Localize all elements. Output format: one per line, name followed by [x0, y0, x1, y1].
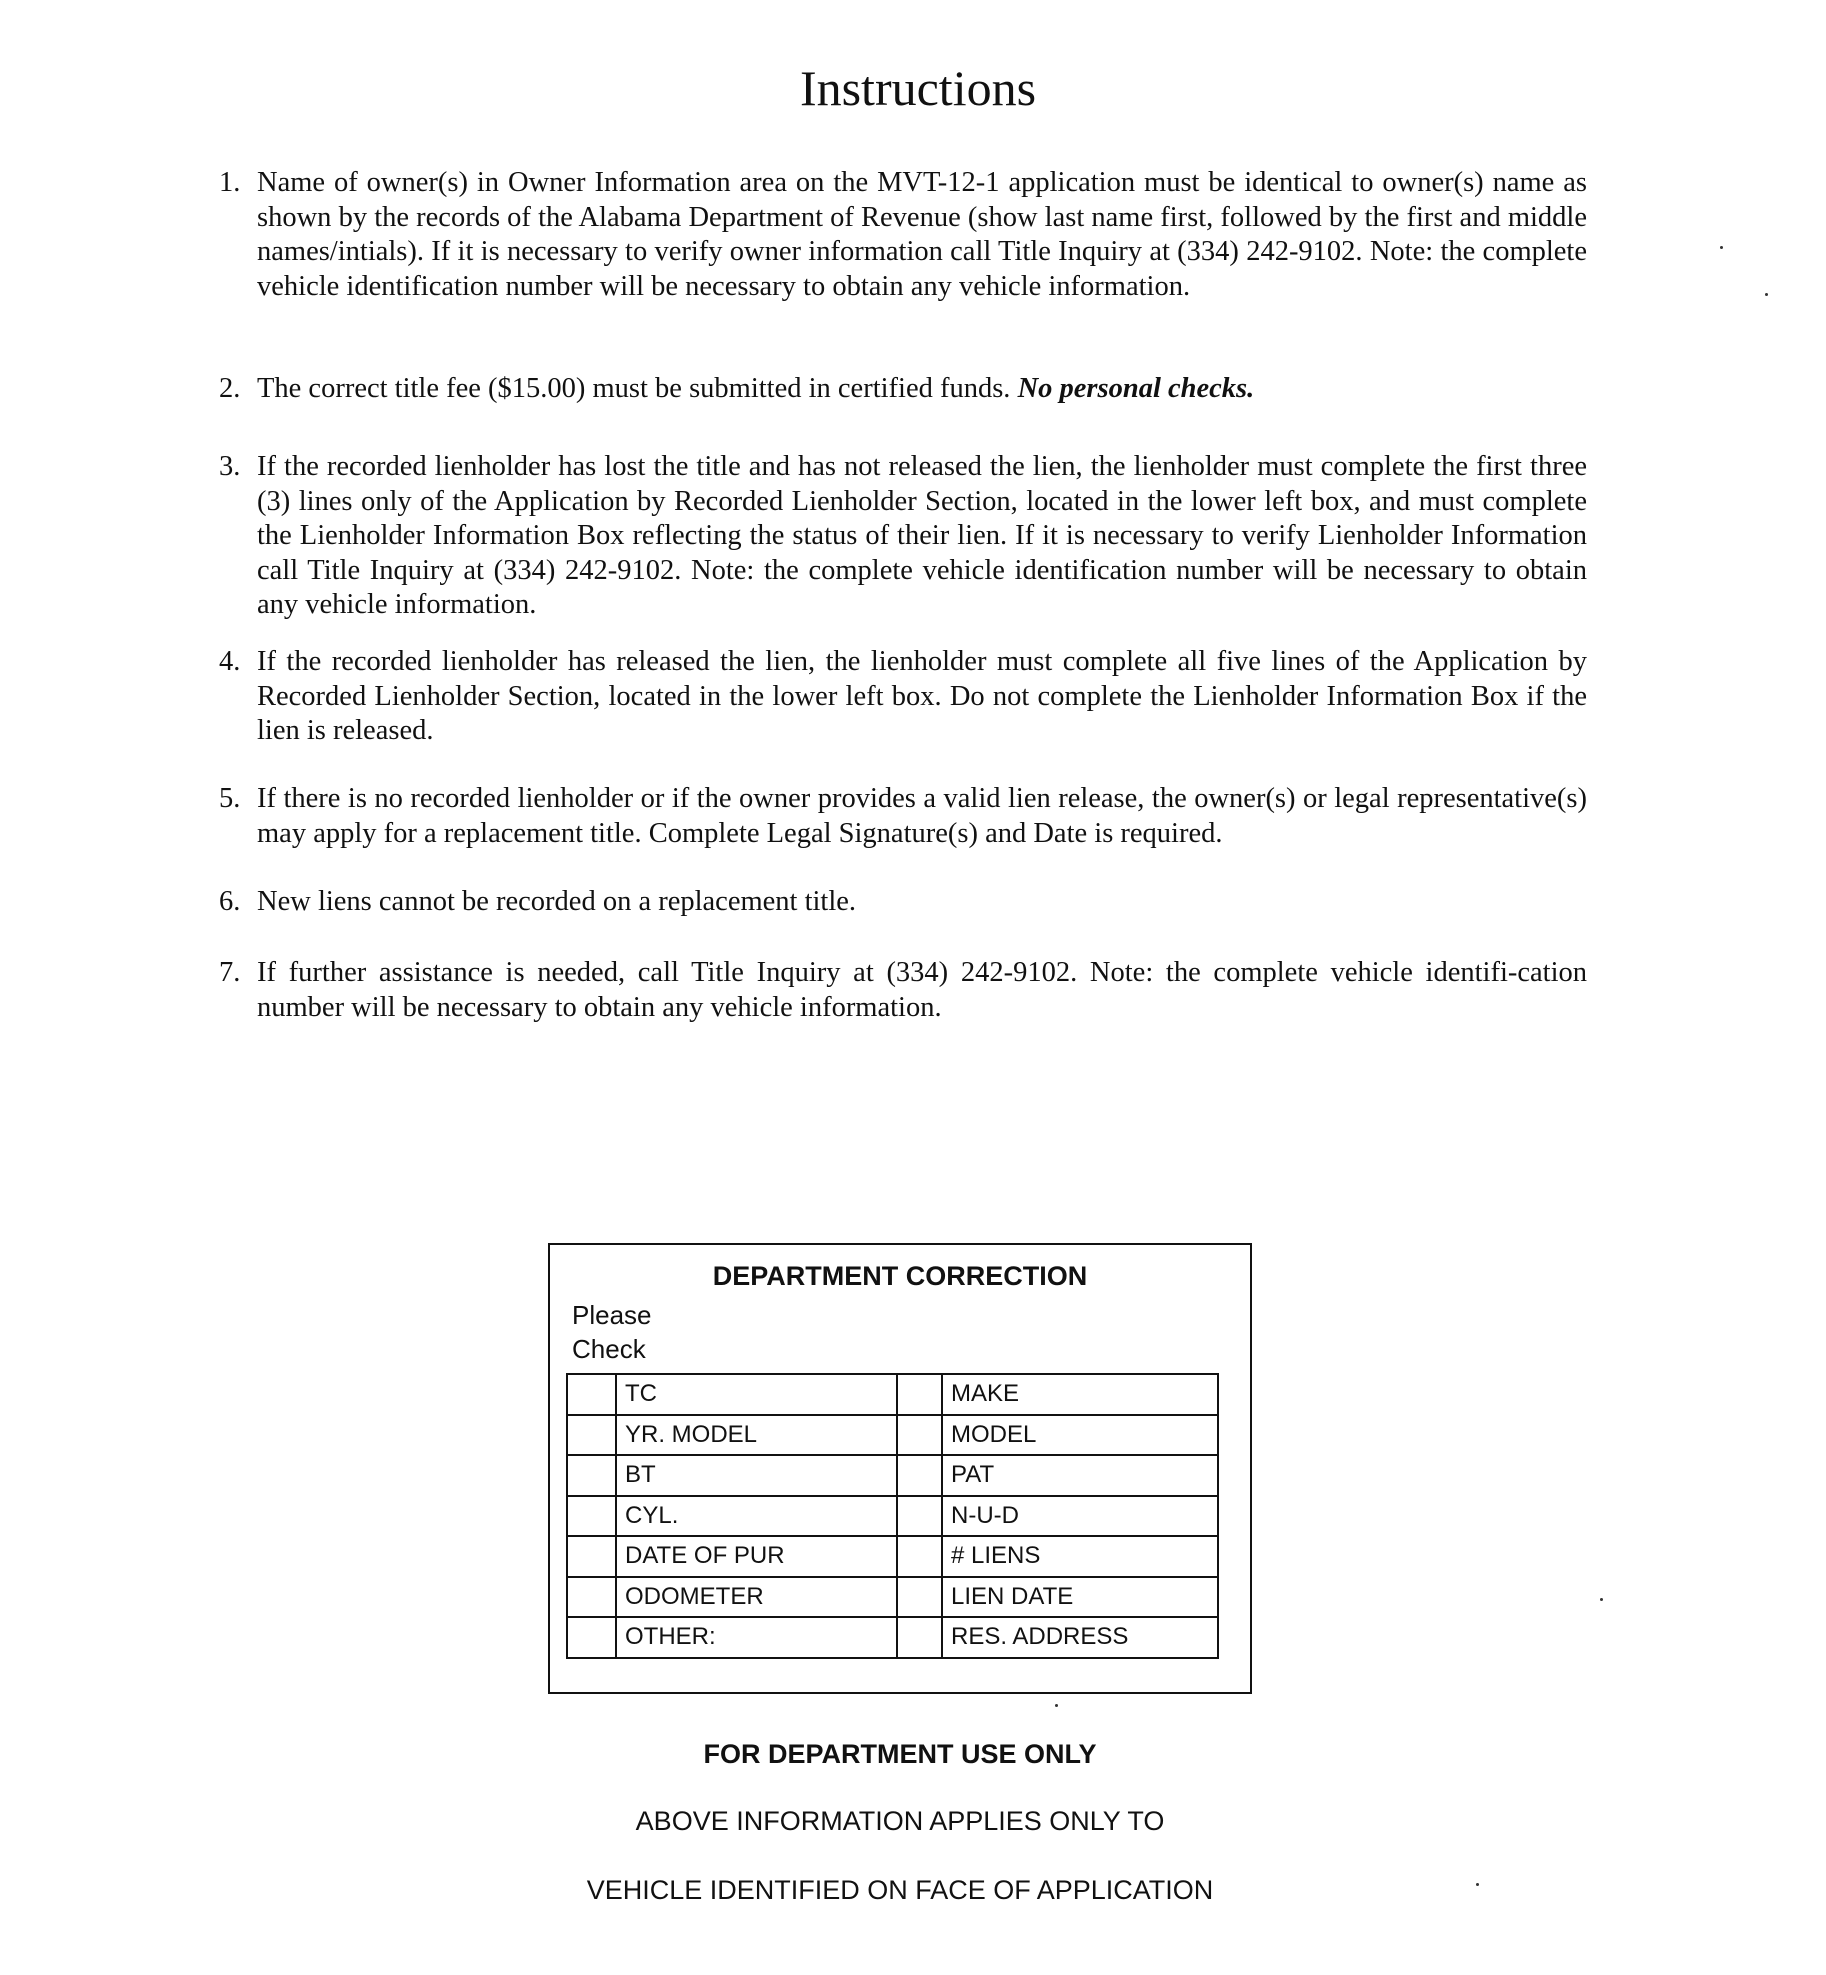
field-label: # LIENS [942, 1536, 1218, 1577]
scan-speck [1055, 1704, 1058, 1707]
correction-checklist [566, 1373, 1219, 1659]
table-row [567, 1496, 1218, 1537]
checkbox-res-address[interactable] [897, 1617, 942, 1658]
vehicle-identified-label: VEHICLE IDENTIFIED ON FACE OF APPLICATION [586, 1875, 1214, 1905]
scan-speck [1476, 1883, 1479, 1886]
scan-speck [1765, 293, 1768, 296]
checkbox-cyl[interactable] [567, 1496, 616, 1537]
field-label: YR. MODEL [616, 1415, 897, 1456]
field-label: PAT [942, 1455, 1218, 1496]
field-label: BT [616, 1455, 897, 1496]
item-number: 2. [219, 373, 241, 404]
checkbox-lien-date[interactable] [897, 1577, 942, 1618]
table-row [567, 1536, 1218, 1577]
field-label: MODEL [942, 1415, 1218, 1456]
please-label: Please [572, 1300, 652, 1330]
checkbox-tc[interactable] [567, 1374, 616, 1415]
item-number: 7. [219, 957, 241, 988]
checkbox-odometer[interactable] [567, 1577, 616, 1618]
item-text: If there is no recorded lienholder or if the owner provides a valid lien release, the owner(s) or legal representative(s) may apply for a replacement title. Complete Legal Signature(s) and Date is required. [257, 783, 1587, 849]
instruction-item-6 [219, 885, 1587, 920]
item-number: 4. [219, 646, 241, 677]
field-label: CYL. [616, 1496, 897, 1537]
scan-speck [1720, 246, 1723, 249]
box-title: DEPARTMENT CORRECTION [712, 1261, 1088, 1291]
please-check-label [572, 1298, 652, 1366]
field-label: ODOMETER [616, 1577, 897, 1618]
item-number: 5. [219, 783, 241, 814]
instruction-item-1 [219, 166, 1587, 304]
field-label: OTHER: [616, 1617, 897, 1658]
check-label: Check [572, 1334, 646, 1364]
instruction-item-4 [219, 645, 1587, 749]
table-row [567, 1415, 1218, 1456]
checkbox-nud[interactable] [897, 1496, 942, 1537]
instruction-item-5 [219, 782, 1587, 851]
item-emphasis: No personal checks. [1017, 373, 1255, 404]
checkbox-date-of-pur[interactable] [567, 1536, 616, 1577]
checkbox-make[interactable] [897, 1374, 942, 1415]
scan-speck [1600, 1598, 1603, 1601]
item-text: If further assistance is needed, call Title Inquiry at (334) 242-9102. Note: the complete vehicle identifi-cation number will be necessary to obtain any vehicle information. [257, 957, 1587, 1023]
field-label: N-U-D [942, 1496, 1218, 1537]
instruction-item-2 [219, 372, 1587, 407]
table-row [567, 1617, 1218, 1658]
field-label: TC [616, 1374, 897, 1415]
table-row [567, 1577, 1218, 1618]
item-number: 1. [219, 167, 241, 198]
field-label: RES. ADDRESS [942, 1617, 1218, 1658]
field-label: LIEN DATE [942, 1577, 1218, 1618]
department-use-only-label: FOR DEPARTMENT USE ONLY [703, 1739, 1097, 1769]
item-text: If the recorded lienholder has lost the title and has not released the lien, the lienholder must complete the first three (3) lines only of the Application by Recorded Lienholder Section, located in the lower left box, and must complete the Lienholder Information Box reflecting the status of their lien. If it is necessary to verify Lienholder Information call Title Inquiry at (334) 242-9102. Note: the complete vehicle identification number will be necessary to obtain any vehicle information. [257, 451, 1587, 620]
checkbox-liens[interactable] [897, 1536, 942, 1577]
checkbox-bt[interactable] [567, 1455, 616, 1496]
item-text: The correct title fee ($15.00) must be submitted in certified funds. [257, 373, 1011, 404]
page-title: Instructions [799, 60, 1037, 116]
field-label: DATE OF PUR [616, 1536, 897, 1577]
department-correction-box [548, 1243, 1252, 1694]
checkbox-yr-model[interactable] [567, 1415, 616, 1456]
item-text: New liens cannot be recorded on a replacement title. [257, 886, 857, 917]
item-number: 6. [219, 886, 241, 917]
instruction-item-7 [219, 956, 1587, 1025]
table-row [567, 1374, 1218, 1415]
field-label: MAKE [942, 1374, 1218, 1415]
item-number: 3. [219, 451, 241, 482]
item-text: If the recorded lienholder has released the lien, the lienholder must complete all five lines of the Application by Recorded Lienholder Section, located in the lower left box. Do not complete the Lienholder Information Box if the lien is released. [257, 646, 1587, 746]
checkbox-pat[interactable] [897, 1455, 942, 1496]
applies-only-label: ABOVE INFORMATION APPLIES ONLY TO [635, 1806, 1165, 1836]
instruction-item-3 [219, 450, 1587, 623]
checkbox-other[interactable] [567, 1617, 616, 1658]
checkbox-model[interactable] [897, 1415, 942, 1456]
table-row [567, 1455, 1218, 1496]
item-text: Name of owner(s) in Owner Information area on the MVT-12-1 application must be identical to owner(s) name as shown by the records of the Alabama Department of Revenue (show last name first, followed by the first and middle names/intials). If it is necessary to verify owner information call Title Inquiry at (334) 242-9102. Note: the complete vehicle identification number will be necessary to obtain any vehicle information. [257, 167, 1587, 302]
